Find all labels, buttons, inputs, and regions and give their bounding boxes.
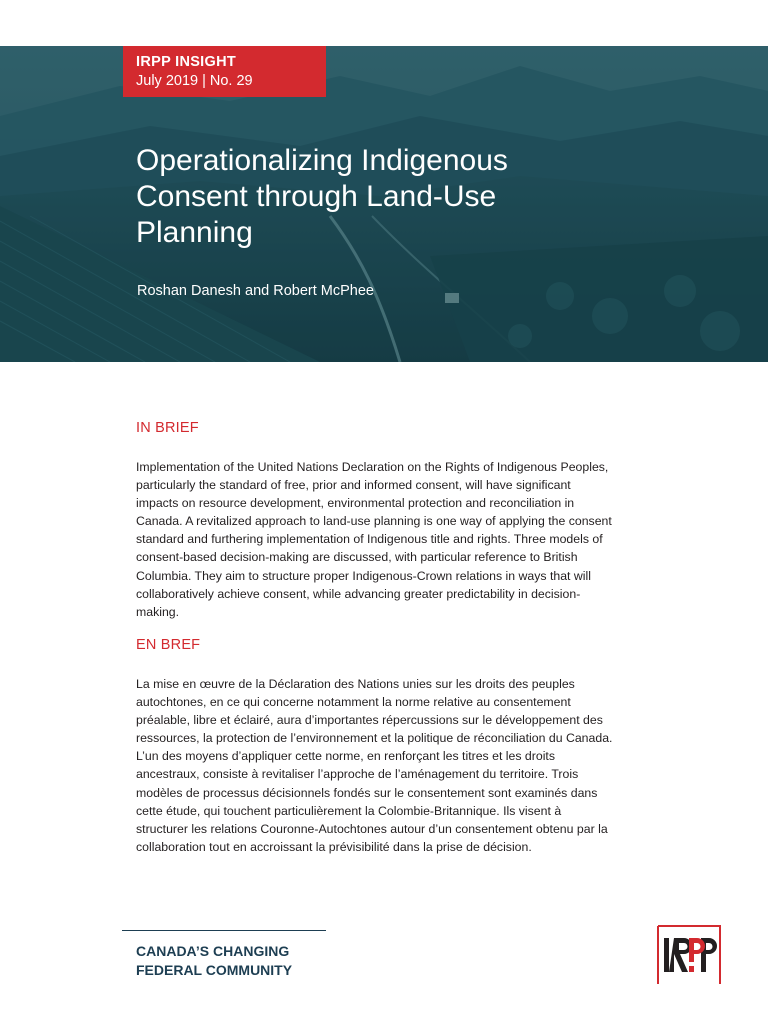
footer-label-line1: CANADA’S CHANGING xyxy=(136,943,290,959)
footer-divider xyxy=(122,930,326,931)
issue-date: July 2019 | No. 29 xyxy=(136,73,253,89)
document-title: Operationalizing Indigenous Consent through Land-Use Planning xyxy=(136,144,508,249)
en-bref-heading: EN BREF xyxy=(136,637,201,653)
irpp-logo-icon xyxy=(654,924,724,986)
irpp-logo xyxy=(654,924,724,986)
authors: Roshan Danesh and Robert McPhee xyxy=(137,283,374,299)
series-badge xyxy=(123,46,326,97)
cover-photo-banner xyxy=(0,46,768,362)
in-brief-heading: IN BRIEF xyxy=(136,420,199,436)
in-brief-text: Implementation of the United Nations Declaration on the Rights of Indigenous Peoples, particularly the standard of free, prior and informed consent, will have significant impacts on resource development, environmental protection and reconciliation in Canada. A revitalized approach to land-use planning is one way of applying the consent standard and furthering implementation of Indigenous title and rights. Three models of consent-based decision-making are discussed, with particular reference to British Columbia. They aim to structure proper Indigenous-Crown relations in ways that will collaboratively achieve consent, while advancing greater predictability in decision-making. xyxy=(136,460,612,619)
series-name: IRPP INSIGHT xyxy=(136,54,237,70)
footer-series-label xyxy=(136,942,336,980)
en-bref-text: La mise en œuvre de la Déclaration des Nations unies sur les droits des peuples autochtones, en ce qui concerne notamment la norme relative au consentement préalable, libre et éclairé, aura d’importantes répercussions sur le développement des ressources, la protection de l’environnement et la politique de réconciliation du Canada. L’un des moyens d’appliquer cette norme, en renforçant les titres et les droits ancestraux, consiste à revitaliser l’approche de l’aménagement du territoire. Trois modèles de processus décisionnels fondés sur le consentement sont examinés dans cette étude, qui touchent particulièrement la Colombie-Britannique. Ils visent à structurer les relations Couronne-Autochtones autour d’un consentement obtenu par la collaboration tout en accroissant la prévisibilité dans la prise de décision. xyxy=(136,677,613,854)
footer-label-line2: FEDERAL COMMUNITY xyxy=(136,962,293,978)
